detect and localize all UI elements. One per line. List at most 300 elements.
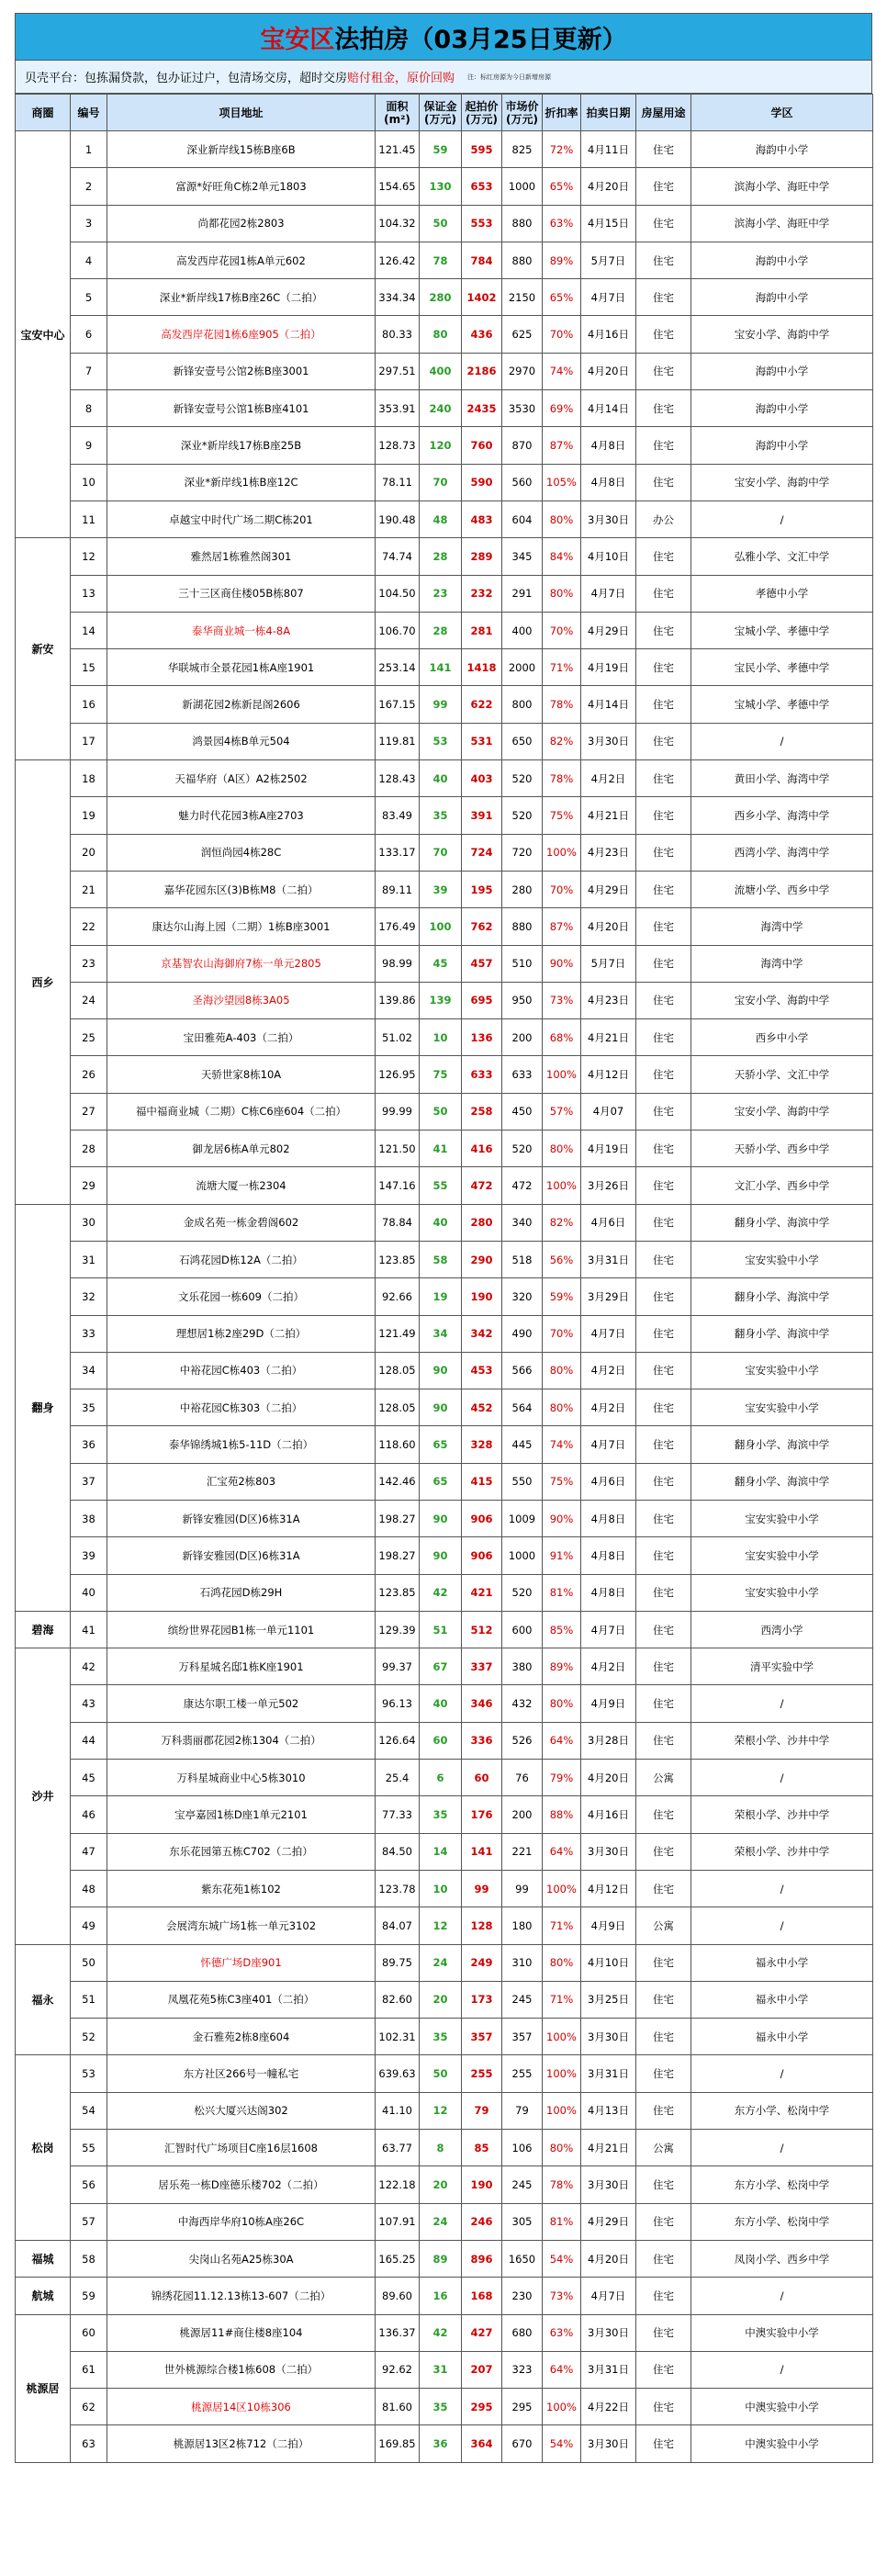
cell-bzj: 20 [420, 1981, 462, 2018]
area-cell: 松岗 [16, 2055, 71, 2240]
cell-mj: 121.49 [376, 1315, 420, 1352]
cell-zkl: 64% [543, 2351, 581, 2388]
cell-bzj: 40 [420, 1204, 462, 1241]
cell-no: 9 [71, 427, 107, 464]
cell-school: 滨海小学、海旺中学 [691, 205, 873, 242]
cell-date: 3月30日 [581, 1833, 636, 1870]
cell-no: 56 [71, 2166, 107, 2203]
cell-bzj: 60 [420, 1722, 462, 1759]
cell-bzj: 53 [420, 723, 462, 759]
cell-use: 住宅 [636, 2240, 691, 2277]
cell-qpj: 336 [462, 1722, 502, 1759]
cell-addr: 尖岗山名苑A25栋30A [107, 2240, 376, 2277]
cell-addr: 三十三区商住楼05B栋807 [107, 575, 376, 612]
cell-zkl: 63% [543, 205, 581, 242]
cell-zkl: 80% [543, 1131, 581, 1167]
cell-no: 51 [71, 1981, 107, 2018]
cell-mj: 99.37 [376, 1648, 420, 1685]
cell-date: 5月7日 [581, 945, 636, 982]
cell-use: 住宅 [636, 1500, 691, 1536]
cell-addr: 金石雅苑2栋8座604 [107, 2019, 376, 2055]
cell-use: 住宅 [636, 1796, 691, 1833]
cell-bzj: 39 [420, 871, 462, 907]
cell-scj: 550 [502, 1463, 543, 1500]
cell-school: 翻身小学、海滨中学 [691, 1278, 873, 1315]
cell-date: 4月10日 [581, 1944, 636, 1981]
cell-qpj: 2186 [462, 353, 502, 389]
cell-use: 住宅 [636, 1056, 691, 1093]
cell-no: 50 [71, 1944, 107, 1981]
cell-qpj: 357 [462, 2019, 502, 2055]
cell-scj: 221 [502, 1833, 543, 1870]
cell-date: 4月21日 [581, 797, 636, 834]
cell-school: 宝城小学、孝德中学 [691, 612, 873, 648]
cell-school: 滨海小学、海旺中学 [691, 168, 873, 205]
cell-mj: 25.4 [376, 1760, 420, 1796]
cell-mj: 154.65 [376, 168, 420, 205]
cell-use: 住宅 [636, 1981, 691, 2018]
cell-use: 住宅 [636, 1870, 691, 1907]
cell-use: 公寓 [636, 1907, 691, 1944]
cell-qpj: 85 [462, 2130, 502, 2166]
cell-date: 3月31日 [581, 2055, 636, 2092]
cell-use: 住宅 [636, 1944, 691, 1981]
cell-scj: 510 [502, 945, 543, 982]
cell-zkl: 75% [543, 797, 581, 834]
table-row [16, 2130, 873, 2166]
cell-addr: 中裕花园C栋403（二拍） [107, 1352, 376, 1389]
cell-bzj: 130 [420, 168, 462, 205]
table-row [16, 1389, 873, 1426]
cell-zkl: 56% [543, 1241, 581, 1277]
cell-scj: 518 [502, 1241, 543, 1277]
cell-date: 4月12日 [581, 1870, 636, 1907]
cell-scj: 880 [502, 908, 543, 945]
cell-qpj: 784 [462, 242, 502, 278]
cell-no: 19 [71, 797, 107, 834]
cell-school: 宝城小学、孝德中学 [691, 686, 873, 723]
table-row [16, 760, 873, 797]
area-cell: 西乡 [16, 760, 71, 1205]
table-row [16, 1648, 873, 1685]
cell-date: 4月21日 [581, 2130, 636, 2166]
cell-scj: 1650 [502, 2240, 543, 2277]
cell-no: 11 [71, 501, 107, 537]
table-row [16, 427, 873, 464]
cell-school: 福永中小学 [691, 2019, 873, 2055]
cell-qpj: 79 [462, 2092, 502, 2129]
cell-date: 4月29日 [581, 2203, 636, 2240]
cell-addr: 康达尔职工楼一单元502 [107, 1685, 376, 1722]
cell-no: 55 [71, 2130, 107, 2166]
cell-no: 17 [71, 723, 107, 759]
column-header-no: 编号 [71, 95, 107, 131]
cell-no: 12 [71, 538, 107, 575]
cell-no: 37 [71, 1463, 107, 1500]
cell-no: 6 [71, 316, 107, 353]
cell-use: 住宅 [636, 390, 691, 427]
cell-no: 32 [71, 1278, 107, 1315]
cell-scj: 680 [502, 2314, 543, 2351]
cell-qpj: 128 [462, 1907, 502, 1944]
table-row [16, 1093, 873, 1130]
cell-bzj: 100 [420, 908, 462, 945]
cell-no: 1 [71, 131, 107, 168]
cell-mj: 133.17 [376, 834, 420, 871]
cell-scj: 400 [502, 612, 543, 648]
cell-no: 5 [71, 279, 107, 316]
cell-zkl: 89% [543, 1648, 581, 1685]
notice-bar [15, 61, 872, 94]
table-row [16, 2351, 873, 2388]
cell-bzj: 99 [420, 686, 462, 723]
cell-bzj: 35 [420, 2019, 462, 2055]
cell-no: 8 [71, 390, 107, 427]
cell-use: 住宅 [636, 279, 691, 316]
cell-zkl: 64% [543, 1722, 581, 1759]
cell-mj: 123.85 [376, 1241, 420, 1277]
cell-addr: 流塘大厦一栋2304 [107, 1167, 376, 1204]
cell-bzj: 14 [420, 1833, 462, 1870]
cell-date: 4月20日 [581, 908, 636, 945]
area-cell: 新安 [16, 538, 71, 760]
cell-addr: 深业*新岸线1栋B座12C [107, 464, 376, 501]
cell-bzj: 42 [420, 1574, 462, 1611]
cell-mj: 118.60 [376, 1426, 420, 1463]
cell-no: 13 [71, 575, 107, 612]
cell-qpj: 295 [462, 2389, 502, 2425]
cell-use: 住宅 [636, 168, 691, 205]
area-cell: 福城 [16, 2240, 71, 2277]
cell-date: 4月8日 [581, 1574, 636, 1611]
cell-no: 53 [71, 2055, 107, 2092]
cell-addr: 东乐花园第五栋C702（二拍） [107, 1833, 376, 1870]
table-row [16, 1019, 873, 1056]
cell-addr: 锦绣花园11.12.13栋13-607（二拍） [107, 2278, 376, 2314]
cell-date: 4月16日 [581, 316, 636, 353]
cell-bzj: 42 [420, 2314, 462, 2351]
cell-school: 中澳实验中小学 [691, 2425, 873, 2462]
cell-school: 天骄小学、西乡中学 [691, 1131, 873, 1167]
notice-highlight: 赔付租金，原价回购 [347, 72, 455, 85]
cell-mj: 198.27 [376, 1500, 420, 1536]
cell-qpj: 483 [462, 501, 502, 537]
cell-qpj: 99 [462, 1870, 502, 1907]
cell-scj: 1000 [502, 1537, 543, 1574]
table-row [16, 575, 873, 612]
cell-date: 4月23日 [581, 834, 636, 871]
cell-no: 36 [71, 1426, 107, 1463]
cell-qpj: 190 [462, 2166, 502, 2203]
cell-addr: 宝田雅苑A-403（二拍） [107, 1019, 376, 1056]
cell-date: 4月2日 [581, 1648, 636, 1685]
cell-date: 4月6日 [581, 1463, 636, 1500]
cell-addr: 雅然居1栋雅然阁301 [107, 538, 376, 575]
cell-mj: 96.13 [376, 1685, 420, 1722]
cell-scj: 520 [502, 1131, 543, 1167]
cell-bzj: 8 [420, 2130, 462, 2166]
cell-addr: 居乐苑一栋D座德乐楼702（二拍） [107, 2166, 376, 2203]
table-row [16, 1944, 873, 1981]
cell-scj: 2150 [502, 279, 543, 316]
cell-zkl: 70% [543, 1315, 581, 1352]
cell-date: 4月7日 [581, 1611, 636, 1648]
cell-mj: 74.74 [376, 538, 420, 575]
cell-school: 海韵中小学 [691, 131, 873, 168]
cell-scj: 445 [502, 1426, 543, 1463]
cell-use: 住宅 [636, 131, 691, 168]
cell-no: 2 [71, 168, 107, 205]
cell-use: 住宅 [636, 1093, 691, 1130]
cell-qpj: 173 [462, 1981, 502, 2018]
cell-bzj: 65 [420, 1463, 462, 1500]
cell-school: 宝安小学、海韵中学 [691, 464, 873, 501]
cell-no: 58 [71, 2240, 107, 2277]
cell-bzj: 31 [420, 2351, 462, 2388]
cell-date: 4月15日 [581, 205, 636, 242]
column-header-deposit: 保证金 (万元) [420, 95, 462, 131]
cell-bzj: 48 [420, 501, 462, 537]
table-row [16, 1278, 873, 1315]
cell-mj: 78.11 [376, 464, 420, 501]
cell-no: 16 [71, 686, 107, 723]
cell-addr: 华联城市全景花园1栋A座1901 [107, 649, 376, 686]
cell-no: 42 [71, 1648, 107, 1685]
cell-scj: 320 [502, 1278, 543, 1315]
cell-no: 49 [71, 1907, 107, 1944]
cell-addr: 桃源居11#商住楼8座104 [107, 2314, 376, 2351]
cell-mj: 51.02 [376, 1019, 420, 1056]
cell-zkl: 100% [543, 2389, 581, 2425]
cell-zkl: 88% [543, 1796, 581, 1833]
cell-scj: 472 [502, 1167, 543, 1204]
cell-addr: 富源*好旺角C栋2单元1803 [107, 168, 376, 205]
cell-use: 住宅 [636, 1648, 691, 1685]
cell-zkl: 85% [543, 1611, 581, 1648]
cell-qpj: 258 [462, 1093, 502, 1130]
cell-mj: 122.18 [376, 2166, 420, 2203]
cell-qpj: 453 [462, 1352, 502, 1389]
cell-school: 翻身小学、海滨中学 [691, 1463, 873, 1500]
table-row [16, 1722, 873, 1759]
cell-date: 4月11日 [581, 131, 636, 168]
cell-scj: 2970 [502, 353, 543, 389]
cell-scj: 106 [502, 2130, 543, 2166]
area-cell: 宝安中心 [16, 131, 71, 538]
column-header-discount: 折扣率 [543, 95, 581, 131]
cell-no: 60 [71, 2314, 107, 2351]
cell-school: 中澳实验中小学 [691, 2314, 873, 2351]
area-cell: 桃源居 [16, 2314, 71, 2462]
cell-no: 31 [71, 1241, 107, 1277]
cell-scj: 200 [502, 1796, 543, 1833]
table-row [16, 723, 873, 759]
cell-zkl: 70% [543, 871, 581, 907]
cell-no: 28 [71, 1131, 107, 1167]
table-row [16, 1315, 873, 1352]
table-row [16, 1981, 873, 2018]
cell-use: 住宅 [636, 1315, 691, 1352]
cell-use: 住宅 [636, 1389, 691, 1426]
cell-zkl: 73% [543, 982, 581, 1018]
table-row [16, 390, 873, 427]
cell-date: 4月7日 [581, 1315, 636, 1352]
table-row [16, 131, 873, 168]
cell-bzj: 35 [420, 1796, 462, 1833]
cell-mj: 102.31 [376, 2019, 420, 2055]
cell-school: 清平实验中学 [691, 1648, 873, 1685]
cell-bzj: 67 [420, 1648, 462, 1685]
cell-addr: 桃源居14区10栋306 [107, 2389, 376, 2425]
cell-date: 3月28日 [581, 1722, 636, 1759]
cell-use: 住宅 [636, 871, 691, 907]
cell-mj: 84.07 [376, 1907, 420, 1944]
cell-scj: 490 [502, 1315, 543, 1352]
cell-use: 住宅 [636, 2278, 691, 2314]
cell-school: 西湾小学 [691, 1611, 873, 1648]
cell-no: 57 [71, 2203, 107, 2240]
cell-date: 3月29日 [581, 1278, 636, 1315]
cell-school: 天骄小学、文汇中学 [691, 1056, 873, 1093]
cell-school: 海韵中小学 [691, 353, 873, 389]
cell-school: / [691, 2130, 873, 2166]
cell-school: 荣根小学、沙井中学 [691, 1722, 873, 1759]
table-row [16, 501, 873, 537]
cell-mj: 253.14 [376, 649, 420, 686]
cell-mj: 176.49 [376, 908, 420, 945]
cell-use: 住宅 [636, 1463, 691, 1500]
table-row [16, 1870, 873, 1907]
cell-zkl: 89% [543, 242, 581, 278]
cell-use: 住宅 [636, 1426, 691, 1463]
cell-addr: 汇宝苑2栋803 [107, 1463, 376, 1500]
cell-school: 翻身小学、海滨中学 [691, 1315, 873, 1352]
cell-addr: 天福华府（A区）A2栋2502 [107, 760, 376, 797]
cell-use: 住宅 [636, 612, 691, 648]
cell-scj: 800 [502, 686, 543, 723]
table-row [16, 871, 873, 907]
cell-date: 4月13日 [581, 2092, 636, 2129]
column-header-address: 项目地址 [107, 95, 376, 131]
cell-mj: 165.25 [376, 2240, 420, 2277]
table-row [16, 1500, 873, 1536]
cell-date: 3月31日 [581, 1241, 636, 1277]
cell-date: 4月16日 [581, 1796, 636, 1833]
cell-addr: 尚都花园2栋2803 [107, 205, 376, 242]
cell-zkl: 70% [543, 316, 581, 353]
cell-bzj: 6 [420, 1760, 462, 1796]
cell-mj: 126.95 [376, 1056, 420, 1093]
table-row [16, 2314, 873, 2351]
cell-school: / [691, 1870, 873, 1907]
cell-school: 海韵中小学 [691, 279, 873, 316]
cell-date: 5月7日 [581, 242, 636, 278]
cell-addr: 万科星城名邸1栋K座1901 [107, 1648, 376, 1685]
cell-date: 4月6日 [581, 1204, 636, 1241]
cell-use: 住宅 [636, 1278, 691, 1315]
cell-use: 住宅 [636, 575, 691, 612]
cell-no: 40 [71, 1574, 107, 1611]
cell-scj: 380 [502, 1648, 543, 1685]
cell-mj: 139.86 [376, 982, 420, 1018]
cell-use: 住宅 [636, 1019, 691, 1056]
table-row [16, 2055, 873, 2092]
cell-addr: 石鸿花园D栋12A（二拍） [107, 1241, 376, 1277]
table-row [16, 1685, 873, 1722]
cell-zkl: 100% [543, 1056, 581, 1093]
cell-date: 4月14日 [581, 390, 636, 427]
table-row [16, 353, 873, 389]
cell-zkl: 74% [543, 353, 581, 389]
cell-bzj: 40 [420, 760, 462, 797]
cell-bzj: 24 [420, 1944, 462, 1981]
cell-addr: 高发西岸花园1栋6座905（二拍） [107, 316, 376, 353]
table-body [16, 131, 873, 2463]
cell-qpj: 457 [462, 945, 502, 982]
cell-qpj: 342 [462, 1315, 502, 1352]
cell-school: 宝安实验中小学 [691, 1389, 873, 1426]
cell-date: 3月30日 [581, 501, 636, 537]
cell-use: 住宅 [636, 464, 691, 501]
cell-school: 东方小学、松岗中学 [691, 2092, 873, 2129]
cell-use: 住宅 [636, 1352, 691, 1389]
cell-school: / [691, 1907, 873, 1944]
cell-addr: 中海西岸华府10栋A座26C [107, 2203, 376, 2240]
cell-scj: 625 [502, 316, 543, 353]
cell-use: 住宅 [636, 723, 691, 759]
cell-no: 7 [71, 353, 107, 389]
cell-mj: 41.10 [376, 2092, 420, 2129]
cell-qpj: 141 [462, 1833, 502, 1870]
cell-zkl: 80% [543, 1944, 581, 1981]
table-row [16, 205, 873, 242]
cell-date: 4月7日 [581, 575, 636, 612]
cell-mj: 121.50 [376, 1131, 420, 1167]
cell-scj: 600 [502, 1611, 543, 1648]
cell-no: 21 [71, 871, 107, 907]
cell-addr: 福中福商业城（二期）C栋C6座604（二拍） [107, 1093, 376, 1130]
cell-date: 4月10日 [581, 538, 636, 575]
cell-addr: 怀德广场D座901 [107, 1944, 376, 1981]
cell-qpj: 622 [462, 686, 502, 723]
cell-qpj: 1402 [462, 279, 502, 316]
cell-zkl: 71% [543, 1907, 581, 1944]
cell-qpj: 136 [462, 1019, 502, 1056]
table-row [16, 2425, 873, 2462]
cell-mj: 78.84 [376, 1204, 420, 1241]
cell-scj: 340 [502, 1204, 543, 1241]
cell-qpj: 364 [462, 2425, 502, 2462]
cell-qpj: 249 [462, 1944, 502, 1981]
cell-date: 4月7日 [581, 279, 636, 316]
cell-bzj: 36 [420, 2425, 462, 2462]
cell-qpj: 328 [462, 1426, 502, 1463]
cell-zkl: 78% [543, 686, 581, 723]
cell-school: / [691, 501, 873, 537]
cell-addr: 万科星城商业中心5栋3010 [107, 1760, 376, 1796]
cell-no: 25 [71, 1019, 107, 1056]
cell-bzj: 50 [420, 205, 462, 242]
cell-mj: 98.99 [376, 945, 420, 982]
cell-date: 4月8日 [581, 1500, 636, 1536]
cell-date: 3月30日 [581, 2166, 636, 2203]
cell-zkl: 57% [543, 1093, 581, 1130]
cell-bzj: 12 [420, 2092, 462, 2129]
cell-date: 4月7日 [581, 2278, 636, 2314]
cell-use: 住宅 [636, 538, 691, 575]
cell-use: 住宅 [636, 427, 691, 464]
cell-bzj: 16 [420, 2278, 462, 2314]
